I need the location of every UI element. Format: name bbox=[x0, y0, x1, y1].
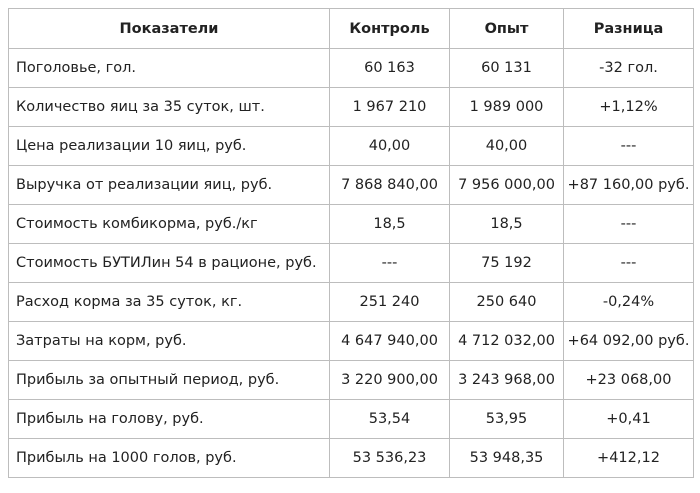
header-control: Контроль bbox=[330, 9, 450, 49]
table-row bbox=[9, 361, 694, 400]
difference-value: +64 092,00 руб. bbox=[564, 322, 694, 361]
experiment-value: 53 948,35 bbox=[450, 439, 564, 478]
table-row bbox=[9, 88, 694, 127]
row-label: Стоимость БУТИЛин 54 в рационе, руб. bbox=[9, 244, 330, 283]
difference-value: --- bbox=[564, 127, 694, 166]
experiment-value: 250 640 bbox=[450, 283, 564, 322]
control-value: 60 163 bbox=[330, 49, 450, 88]
difference-value: +412,12 bbox=[564, 439, 694, 478]
difference-value: --- bbox=[564, 244, 694, 283]
table-row bbox=[9, 322, 694, 361]
row-label: Прибыль на 1000 голов, руб. bbox=[9, 439, 330, 478]
row-label: Выручка от реализации яиц, руб. bbox=[9, 166, 330, 205]
row-label: Расход корма за 35 суток, кг. bbox=[9, 283, 330, 322]
experiment-value: 4 712 032,00 bbox=[450, 322, 564, 361]
difference-value: +0,41 bbox=[564, 400, 694, 439]
difference-value: +87 160,00 руб. bbox=[564, 166, 694, 205]
table-row bbox=[9, 283, 694, 322]
experiment-value: 7 956 000,00 bbox=[450, 166, 564, 205]
control-value: 53,54 bbox=[330, 400, 450, 439]
control-value: 7 868 840,00 bbox=[330, 166, 450, 205]
control-value: 18,5 bbox=[330, 205, 450, 244]
table-header-row bbox=[9, 9, 694, 49]
experiment-value: 3 243 968,00 bbox=[450, 361, 564, 400]
difference-value: --- bbox=[564, 205, 694, 244]
comparison-table bbox=[8, 8, 694, 478]
header-indicators: Показатели bbox=[9, 9, 330, 49]
control-value: 1 967 210 bbox=[330, 88, 450, 127]
row-label: Количество яиц за 35 суток, шт. bbox=[9, 88, 330, 127]
difference-value: +1,12% bbox=[564, 88, 694, 127]
row-label: Стоимость комбикорма, руб./кг bbox=[9, 205, 330, 244]
table-row bbox=[9, 400, 694, 439]
table-row bbox=[9, 127, 694, 166]
table-row bbox=[9, 49, 694, 88]
difference-value: +23 068,00 bbox=[564, 361, 694, 400]
experiment-value: 18,5 bbox=[450, 205, 564, 244]
control-value: 3 220 900,00 bbox=[330, 361, 450, 400]
table-row bbox=[9, 439, 694, 478]
row-label: Затраты на корм, руб. bbox=[9, 322, 330, 361]
control-value: --- bbox=[330, 244, 450, 283]
table-row bbox=[9, 205, 694, 244]
experiment-value: 1 989 000 bbox=[450, 88, 564, 127]
header-difference: Разница bbox=[564, 9, 694, 49]
table-row bbox=[9, 244, 694, 283]
experiment-value: 75 192 bbox=[450, 244, 564, 283]
experiment-value: 53,95 bbox=[450, 400, 564, 439]
control-value: 53 536,23 bbox=[330, 439, 450, 478]
difference-value: -32 гол. bbox=[564, 49, 694, 88]
header-experiment: Опыт bbox=[450, 9, 564, 49]
row-label: Прибыль на голову, руб. bbox=[9, 400, 330, 439]
row-label: Цена реализации 10 яиц, руб. bbox=[9, 127, 330, 166]
row-label: Поголовье, гол. bbox=[9, 49, 330, 88]
control-value: 40,00 bbox=[330, 127, 450, 166]
control-value: 4 647 940,00 bbox=[330, 322, 450, 361]
row-label: Прибыль за опытный период, руб. bbox=[9, 361, 330, 400]
experiment-value: 40,00 bbox=[450, 127, 564, 166]
table-row bbox=[9, 166, 694, 205]
difference-value: -0,24% bbox=[564, 283, 694, 322]
control-value: 251 240 bbox=[330, 283, 450, 322]
experiment-value: 60 131 bbox=[450, 49, 564, 88]
